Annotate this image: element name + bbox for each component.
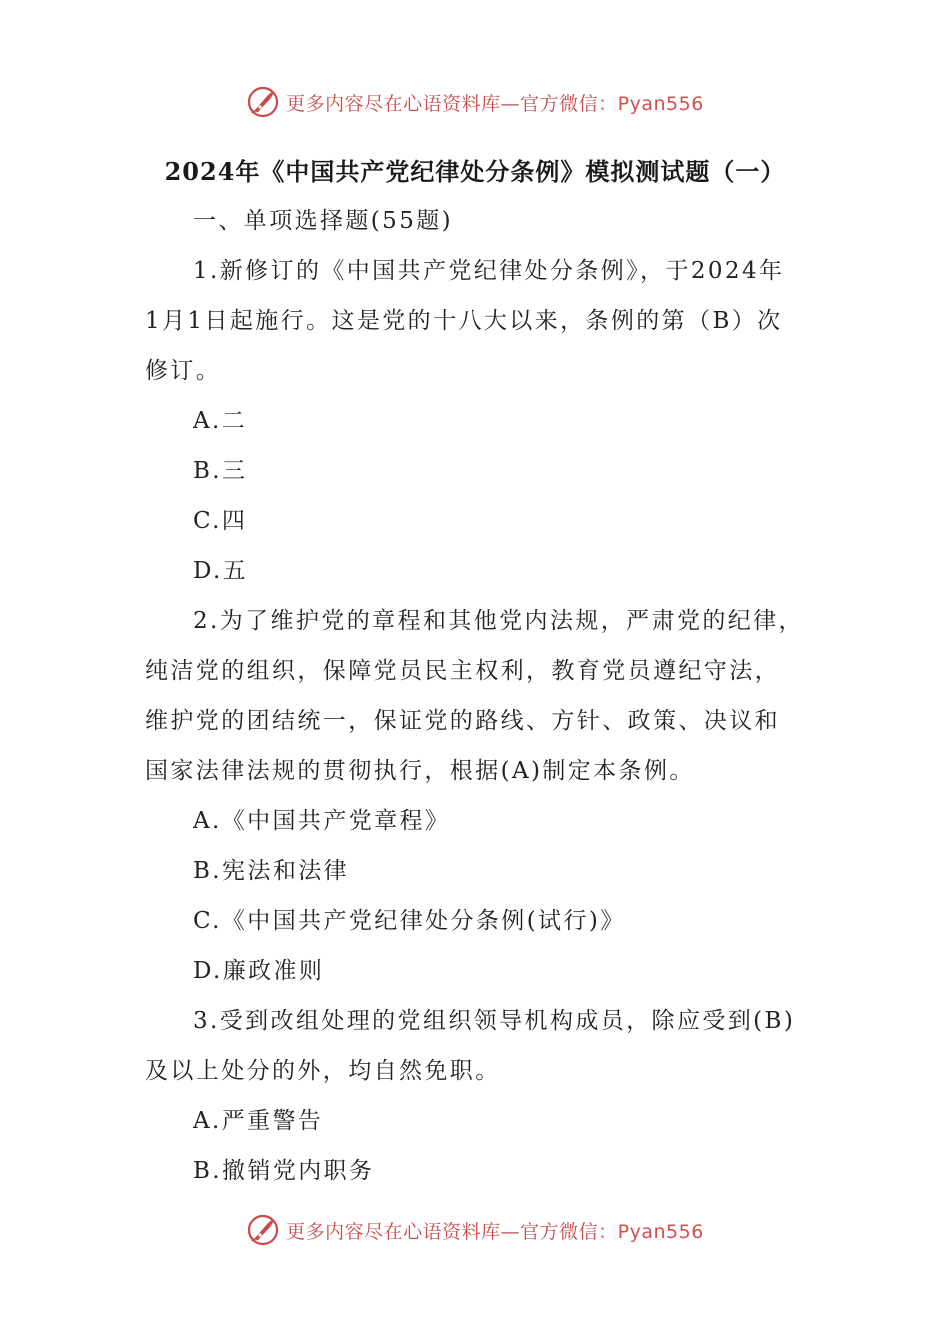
option-b: B.撤销党内职务 [193, 1158, 375, 1184]
question-text-line: 1月1日起施行。这是党的十八大以来，条例的第（B）次 [145, 308, 783, 334]
question-text-line: 维护党的团结统一，保证党的路线、方针、政策、决议和 [145, 708, 780, 734]
option-a: A.二 [193, 408, 248, 434]
option-d: D.廉政准则 [193, 958, 325, 984]
option-d: D.五 [193, 558, 249, 584]
question-1 [145, 246, 805, 396]
document-body [145, 196, 805, 1196]
question-text-line: 1.新修订的《中国共产党纪律处分条例》，于2024年 [193, 258, 785, 284]
pen-nib-icon [246, 85, 280, 119]
question-text-line: 国家法律法规的贯彻执行，根据(A)制定本条例。 [145, 758, 695, 784]
question-text-line: 2.为了维护党的章程和其他党内法规，严肃党的纪律， [193, 608, 804, 634]
question-3 [145, 996, 805, 1096]
question-2 [145, 596, 805, 796]
option-c: C.《中国共产党纪律处分条例(试行)》 [193, 908, 626, 934]
question-text-line: 纯洁党的组织，保障党员民主权利，教育党员遵纪守法， [145, 658, 780, 684]
wechat-id: Pyan556 [617, 1220, 704, 1243]
question-text-line: 修订。 [145, 358, 222, 384]
pen-nib-icon [246, 1213, 280, 1247]
option-b: B.宪法和法律 [193, 858, 350, 884]
header-banner [0, 82, 950, 122]
option-b: B.三 [193, 458, 248, 484]
question-text-line: 3.受到改组处理的党组织领导机构成员，除应受到(B) [193, 1008, 796, 1034]
question-text-line: 及以上处分的外，均自然免职。 [145, 1058, 501, 1084]
option-a: A.《中国共产党章程》 [193, 808, 451, 834]
banner-text: 更多内容尽在心语资料库—官方微信：Pyan556 [286, 1220, 704, 1243]
option-a: A.严重警告 [193, 1108, 324, 1134]
wechat-id: Pyan556 [617, 92, 704, 115]
document-title: 2024年《中国共产党纪律处分条例》模拟测试题（一） [164, 157, 786, 186]
footer-banner [0, 1210, 950, 1250]
option-c: C.四 [193, 508, 248, 534]
banner-text: 更多内容尽在心语资料库—官方微信：Pyan556 [286, 92, 704, 115]
section-heading: 一、单项选择题(55题) [193, 208, 454, 234]
